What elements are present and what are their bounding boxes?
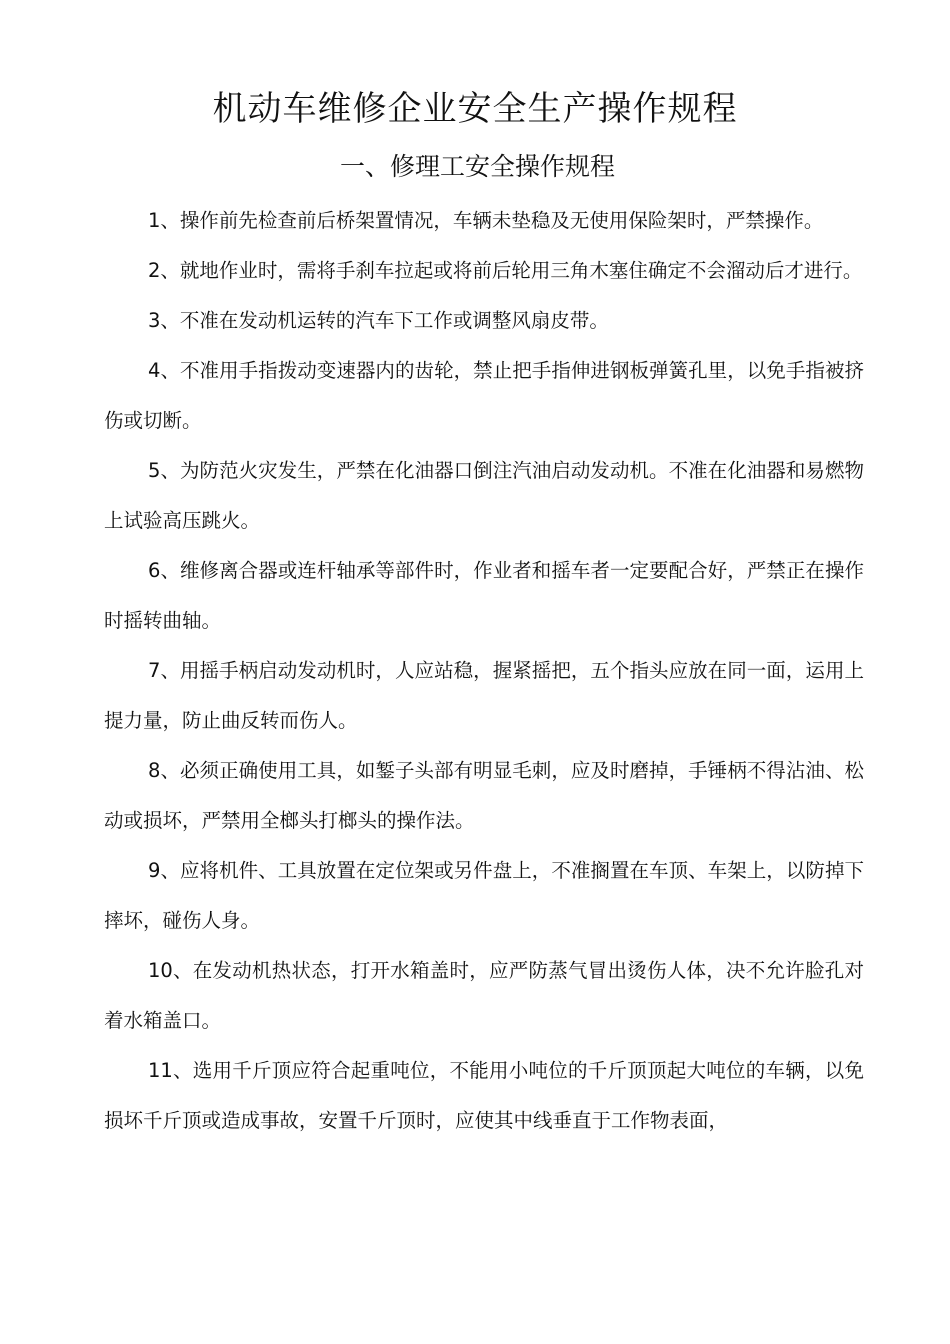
rule-item-8: 8、必须正确使用工具，如錾子头部有明显毛刺，应及时磨掉，手锤柄不得沾油、松动或损坏，严禁用全榔头打榔头的操作法。	[104, 759, 864, 832]
rule-item-2: 2、就地作业时，需将手刹车拉起或将前后轮用三角木塞住确定不会溜动后才进行。	[148, 259, 863, 282]
rule-list	[104, 196, 864, 1146]
rule-item-10: 10、在发动机热状态，打开水箱盖时，应严防蒸气冒出烫伤人体，决不允许脸孔对着水箱盖口。	[104, 959, 864, 1032]
rule-item-4: 4、不准用手指拨动变速器内的齿轮，禁止把手指伸进钢板弹簧孔里，以免手指被挤伤或切断。	[104, 359, 864, 432]
rule-item-9: 9、应将机件、工具放置在定位架或另件盘上，不准搁置在车顶、车架上，以防掉下摔坏，碰伤人身。	[104, 859, 864, 932]
rule-item-11: 11、选用千斤顶应符合起重吨位，不能用小吨位的千斤顶顶起大吨位的车辆，以免损坏千斤顶或造成事故，安置千斤顶时，应使其中线垂直于工作物表面，	[104, 1059, 864, 1132]
rule-item-3: 3、不准在发动机运转的汽车下工作或调整风扇皮带。	[148, 309, 609, 332]
rule-item-1: 1、操作前先检查前后桥架置情况，车辆未垫稳及无使用保险架时，严禁操作。	[148, 209, 824, 232]
rule-item-6: 6、维修离合器或连杆轴承等部件时，作业者和摇车者一定要配合好，严禁正在操作时摇转曲轴。	[104, 559, 864, 632]
section-heading: 一、修理工安全操作规程	[339, 152, 615, 181]
rule-item-5: 5、为防范火灾发生，严禁在化油器口倒注汽油启动发动机。不准在化油器和易燃物上试验高压跳火。	[104, 459, 864, 532]
document-title: 机动车维修企业安全生产操作规程	[212, 89, 738, 129]
rule-item-7: 7、用摇手柄启动发动机时，人应站稳，握紧摇把，五个指头应放在同一面，运用上提力量，防止曲反转而伤人。	[104, 659, 864, 732]
